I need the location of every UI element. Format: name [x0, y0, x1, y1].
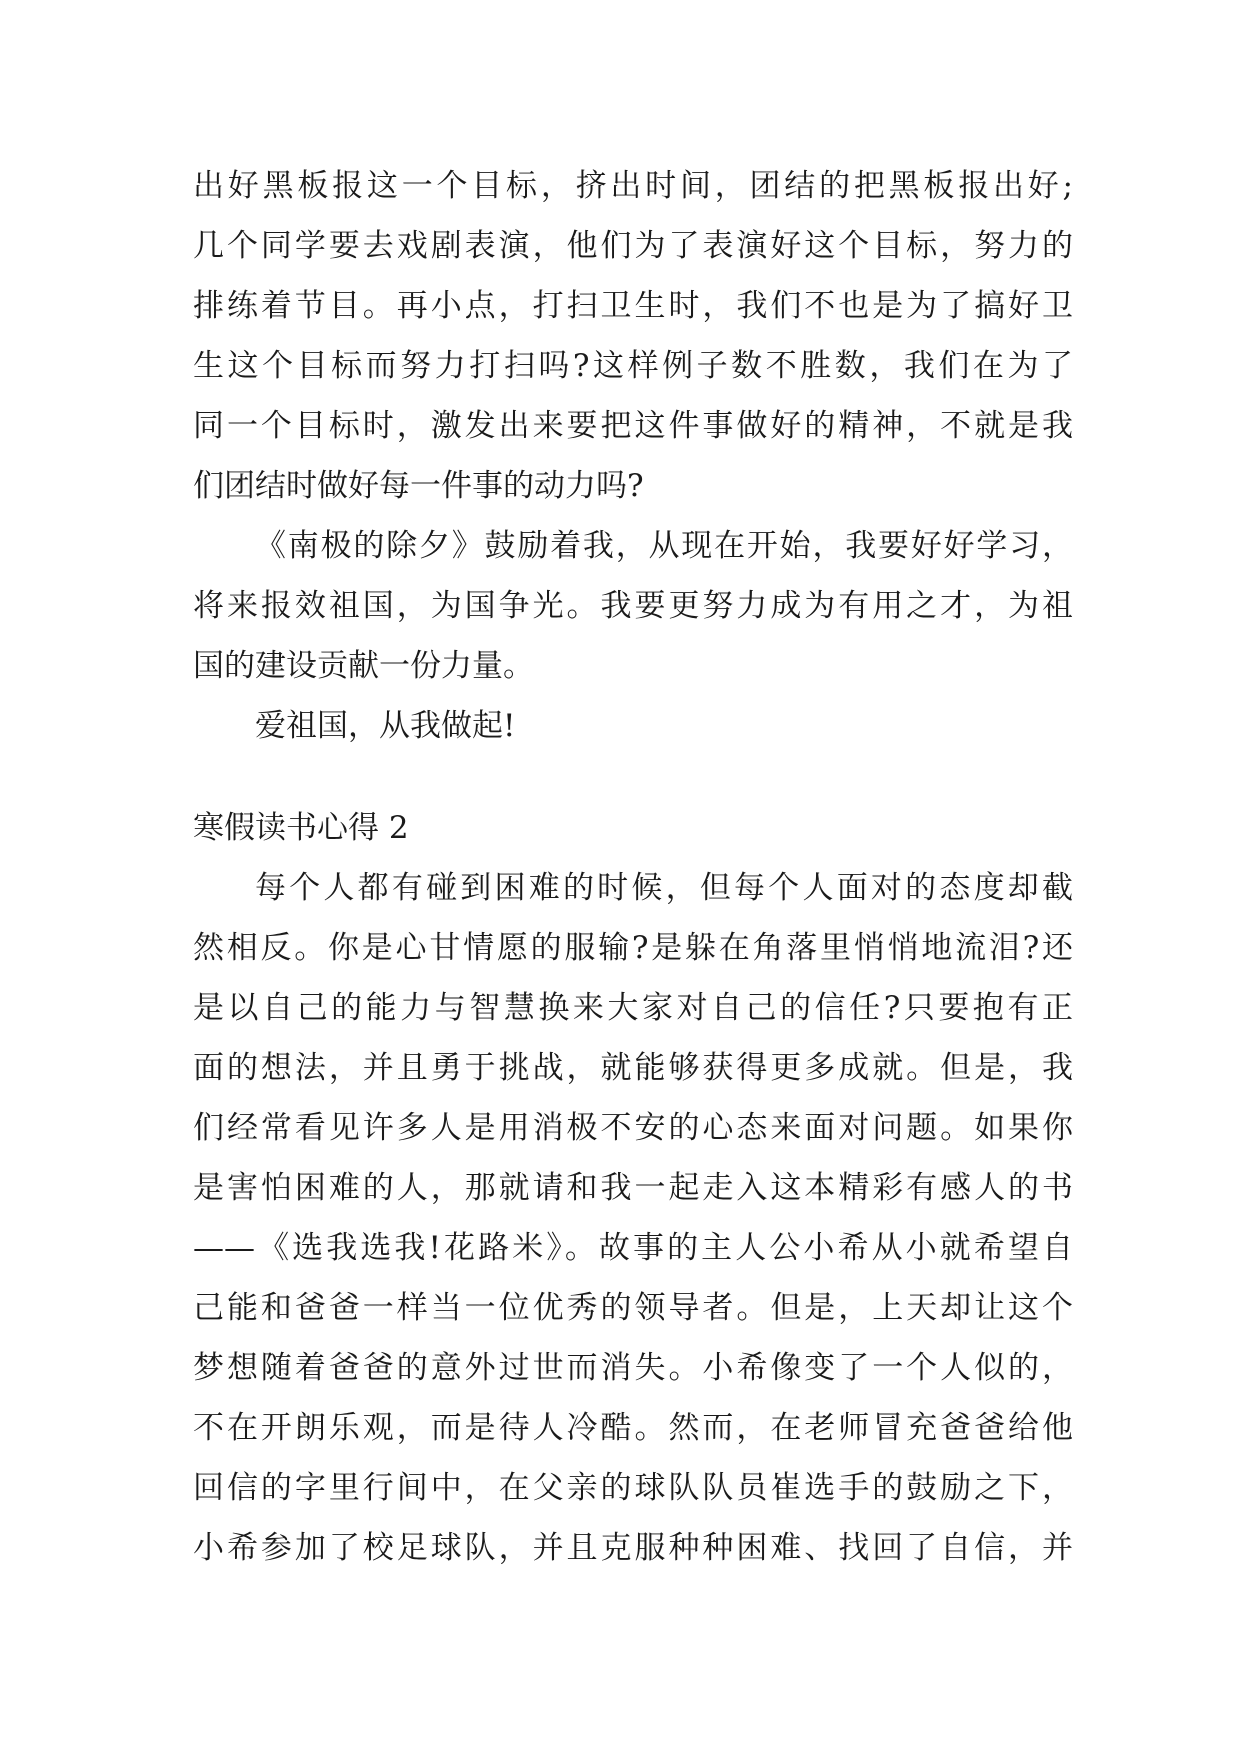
- body-text-line: 回信的字里行间中，在父亲的球队队员崔选手的鼓励之下，: [193, 1470, 1073, 1506]
- body-text-line: 排练着节目。再小点，打扫卫生时，我们不也是为了搞好卫: [193, 288, 1073, 324]
- body-text-line: 面的想法，并且勇于挑战，就能够获得更多成就。但是，我: [193, 1050, 1073, 1086]
- body-text-line: ——《选我选我!花路米》。故事的主人公小希从小就希望自: [193, 1230, 1073, 1266]
- body-text-line: 们团结时做好每一件事的动力吗?: [193, 468, 644, 504]
- section-heading: 寒假读书心得 2: [193, 810, 409, 846]
- body-text-line: 然相反。你是心甘情愿的服输?是躲在角落里悄悄地流泪?还: [193, 930, 1073, 966]
- body-text-line: 己能和爸爸一样当一位优秀的领导者。但是，上天却让这个: [193, 1290, 1073, 1326]
- paragraph-first-line: 《南极的除夕》鼓励着我，从现在开始，我要好好学习，: [255, 528, 1073, 564]
- body-text-line: 国的建设贡献一份力量。: [193, 648, 534, 684]
- body-text-line: 是以自己的能力与智慧换来大家对自己的信任?只要抱有正: [193, 990, 1073, 1026]
- body-text-line: 不在开朗乐观，而是待人冷酷。然而，在老师冒充爸爸给他: [193, 1410, 1073, 1446]
- body-text-line: 是害怕困难的人，那就请和我一起走入这本精彩有感人的书: [193, 1170, 1073, 1206]
- body-text-line: 小希参加了校足球队，并且克服种种困难、找回了自信，并: [193, 1530, 1073, 1566]
- body-text-line: 生这个目标而努力打扫吗?这样例子数不胜数，我们在为了: [193, 348, 1073, 384]
- body-text-line: 几个同学要去戏剧表演，他们为了表演好这个目标，努力的: [193, 228, 1073, 264]
- body-text-line: 同一个目标时，激发出来要把这件事做好的精神，不就是我: [193, 408, 1073, 444]
- body-text-line: 出好黑板报这一个目标，挤出时间，团结的把黑板报出好;: [193, 168, 1073, 204]
- body-text-line: 梦想随着爸爸的意外过世而消失。小希像变了一个人似的，: [193, 1350, 1073, 1386]
- paragraph-first-line: 每个人都有碰到困难的时候，但每个人面对的态度却截: [255, 870, 1073, 906]
- closing-line: 爱祖国，从我做起!: [255, 708, 516, 744]
- body-text-line: 将来报效祖国，为国争光。我要更努力成为有用之才，为祖: [193, 588, 1073, 624]
- body-text-line: 们经常看见许多人是用消极不安的心态来面对问题。如果你: [193, 1110, 1073, 1146]
